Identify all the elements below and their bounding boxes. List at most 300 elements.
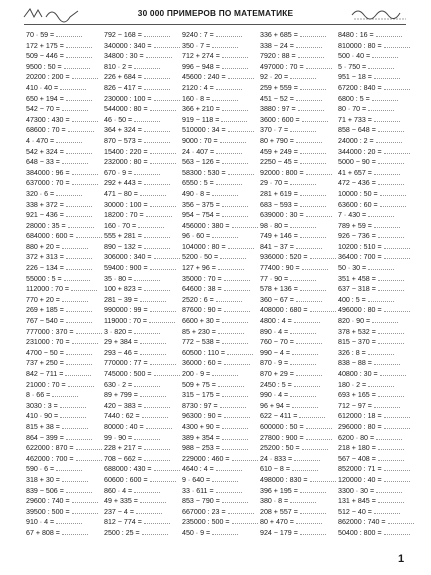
answer-blank[interactable] — [224, 279, 250, 281]
answer-blank[interactable] — [368, 268, 394, 270]
answer-blank[interactable] — [300, 152, 326, 154]
answer-blank[interactable] — [300, 236, 326, 238]
answer-blank[interactable] — [232, 459, 258, 461]
example-text: 67200 : 840 = — [338, 83, 382, 92]
answer-blank[interactable] — [227, 353, 253, 355]
answer-blank[interactable] — [384, 533, 410, 535]
answer-blank[interactable] — [144, 289, 170, 291]
example-item — [260, 104, 336, 115]
example-item — [182, 475, 258, 486]
answer-blank[interactable] — [300, 512, 326, 514]
answer-blank[interactable] — [222, 501, 248, 503]
answer-blank[interactable] — [134, 173, 160, 175]
answer-blank[interactable] — [134, 332, 160, 334]
answer-blank[interactable] — [154, 374, 180, 376]
answer-blank[interactable] — [296, 300, 322, 302]
answer-blank[interactable] — [228, 130, 254, 132]
answer-blank[interactable] — [56, 522, 82, 524]
answer-blank[interactable] — [140, 395, 166, 397]
answer-blank[interactable] — [134, 438, 160, 440]
page-number: 1 — [398, 553, 405, 565]
answer-blank[interactable] — [384, 88, 410, 90]
answer-blank[interactable] — [64, 279, 90, 281]
answer-blank[interactable] — [66, 99, 92, 101]
answer-blank[interactable] — [368, 215, 394, 217]
answer-blank[interactable] — [302, 120, 328, 122]
answer-blank[interactable] — [378, 162, 404, 164]
answer-blank[interactable] — [216, 88, 242, 90]
example-item — [26, 189, 102, 200]
example-text: 450 · 9 = — [182, 528, 211, 537]
example-text: 8730 : 97 = — [182, 401, 218, 410]
answer-blank[interactable] — [300, 88, 326, 90]
answer-blank[interactable] — [292, 406, 318, 408]
answer-blank[interactable] — [378, 183, 404, 185]
answer-blank[interactable] — [212, 194, 238, 196]
answer-blank[interactable] — [144, 406, 170, 408]
answer-blank[interactable] — [296, 46, 322, 48]
example-item — [26, 94, 102, 105]
answer-blank[interactable] — [290, 279, 316, 281]
example-item — [182, 496, 258, 507]
answer-blank[interactable] — [384, 427, 410, 429]
answer-blank[interactable] — [222, 342, 248, 344]
example-item — [26, 284, 102, 295]
answer-blank[interactable] — [66, 46, 92, 48]
answer-blank[interactable] — [218, 268, 244, 270]
example-text: 80 + 790 = — [260, 136, 294, 145]
example-item — [104, 252, 180, 263]
answer-blank[interactable] — [378, 130, 404, 132]
answer-blank[interactable] — [66, 491, 92, 493]
answer-blank[interactable] — [222, 205, 248, 207]
answer-blank[interactable] — [296, 141, 322, 143]
answer-blank[interactable] — [228, 173, 254, 175]
answer-blank[interactable] — [144, 35, 170, 37]
answer-blank[interactable] — [62, 427, 88, 429]
answer-blank[interactable] — [224, 289, 250, 291]
answer-blank[interactable] — [222, 162, 248, 164]
answer-blank[interactable] — [292, 353, 318, 355]
answer-blank[interactable] — [144, 522, 170, 524]
example-text: 2500 : 25 = — [104, 528, 140, 537]
answer-blank[interactable] — [376, 141, 402, 143]
answer-blank[interactable] — [384, 247, 410, 249]
example-text: 3030 : 3 = — [26, 401, 58, 410]
answer-blank[interactable] — [66, 310, 92, 312]
answer-blank[interactable] — [232, 226, 258, 228]
answer-blank[interactable] — [374, 406, 400, 408]
answer-blank[interactable] — [384, 310, 410, 312]
answer-blank[interactable] — [65, 374, 91, 376]
answer-blank[interactable] — [290, 395, 316, 397]
answer-blank[interactable] — [222, 321, 248, 323]
answer-blank[interactable] — [212, 46, 238, 48]
answer-blank[interactable] — [384, 46, 410, 48]
answer-blank[interactable] — [66, 268, 92, 270]
answer-blank[interactable] — [290, 332, 316, 334]
answer-blank[interactable] — [62, 300, 88, 302]
answer-blank[interactable] — [290, 77, 316, 79]
answer-blank[interactable] — [300, 162, 326, 164]
answer-blank[interactable] — [302, 448, 328, 450]
answer-blank[interactable] — [216, 183, 242, 185]
answer-blank[interactable] — [380, 205, 406, 207]
answer-blank[interactable] — [68, 130, 94, 132]
answer-blank[interactable] — [296, 99, 322, 101]
answer-blank[interactable] — [224, 416, 250, 418]
answer-blank[interactable] — [142, 416, 168, 418]
answer-blank[interactable] — [216, 152, 242, 154]
answer-blank[interactable] — [306, 173, 332, 175]
example-item — [182, 200, 258, 211]
answer-blank[interactable] — [71, 289, 97, 291]
answer-blank[interactable] — [296, 374, 322, 376]
answer-blank[interactable] — [56, 35, 82, 37]
answer-blank[interactable] — [378, 501, 404, 503]
answer-blank[interactable] — [376, 35, 402, 37]
answer-blank[interactable] — [378, 236, 404, 238]
answer-blank[interactable] — [150, 268, 176, 270]
answer-blank[interactable] — [222, 427, 248, 429]
answer-blank[interactable] — [60, 416, 86, 418]
example-item — [26, 136, 102, 147]
answer-blank[interactable] — [216, 35, 242, 37]
answer-blank[interactable] — [300, 205, 326, 207]
answer-blank[interactable] — [62, 109, 88, 111]
answer-blank[interactable] — [138, 226, 164, 228]
answer-blank[interactable] — [154, 46, 180, 48]
answer-blank[interactable] — [72, 501, 98, 503]
answer-blank[interactable] — [378, 395, 404, 397]
answer-blank[interactable] — [212, 99, 238, 101]
example-text: 838 − 88 = — [338, 359, 372, 368]
example-item — [26, 51, 102, 62]
answer-blank[interactable] — [72, 183, 98, 185]
answer-blank[interactable] — [72, 512, 98, 514]
answer-blank[interactable] — [146, 427, 172, 429]
example-text: 890 · 4 = — [260, 327, 289, 336]
answer-blank[interactable] — [66, 205, 92, 207]
answer-blank[interactable] — [228, 512, 254, 514]
example-text: 360 − 67 = — [260, 295, 294, 304]
answer-blank[interactable] — [372, 56, 398, 58]
answer-blank[interactable] — [149, 321, 175, 323]
answer-blank[interactable] — [76, 332, 102, 334]
answer-blank[interactable] — [306, 67, 332, 69]
answer-blank[interactable] — [66, 215, 92, 217]
answer-blank[interactable] — [218, 385, 244, 387]
answer-blank[interactable] — [222, 448, 248, 450]
answer-blank[interactable] — [144, 247, 170, 249]
example-item — [260, 125, 336, 136]
answer-blank[interactable] — [384, 469, 410, 471]
answer-blank[interactable] — [294, 385, 320, 387]
answer-blank[interactable] — [144, 130, 170, 132]
answer-blank[interactable] — [384, 257, 410, 259]
answer-blank[interactable] — [298, 109, 324, 111]
answer-blank[interactable] — [292, 469, 318, 471]
answer-blank[interactable] — [300, 491, 326, 493]
answer-blank[interactable] — [212, 236, 238, 238]
example-text: 600000 : 50 = — [260, 422, 304, 431]
answer-blank[interactable] — [306, 215, 332, 217]
answer-blank[interactable] — [76, 448, 102, 450]
example-text: 24000 : 2 = — [338, 136, 374, 145]
answer-blank[interactable] — [150, 310, 176, 312]
example-text: 131 + 845 = — [338, 497, 376, 506]
answer-blank[interactable] — [64, 67, 90, 69]
example-text: 4 · 470 = — [26, 136, 55, 145]
example-text: 228 + 217 = — [104, 444, 142, 453]
answer-blank[interactable] — [150, 480, 176, 482]
answer-blank[interactable] — [378, 459, 404, 461]
example-item — [182, 178, 258, 189]
answer-blank[interactable] — [306, 427, 332, 429]
answer-blank[interactable] — [56, 141, 82, 143]
answer-blank[interactable] — [290, 130, 316, 132]
answer-blank[interactable] — [150, 109, 176, 111]
answer-blank[interactable] — [66, 321, 92, 323]
answer-blank[interactable] — [296, 522, 322, 524]
example-item — [182, 125, 258, 136]
answer-blank[interactable] — [232, 522, 258, 524]
answer-blank[interactable] — [222, 438, 248, 440]
answer-blank[interactable] — [294, 321, 320, 323]
answer-blank[interactable] — [299, 416, 325, 418]
answer-blank[interactable] — [300, 35, 326, 37]
answer-blank[interactable] — [144, 141, 170, 143]
answer-blank[interactable] — [220, 406, 246, 408]
example-text: 498000 : 830 = — [260, 475, 308, 484]
answer-blank[interactable] — [378, 342, 404, 344]
answer-blank[interactable] — [368, 67, 394, 69]
answer-blank[interactable] — [76, 236, 102, 238]
example-text: 563 − 126 = — [182, 158, 220, 167]
example-text: 98 · 80 = — [260, 221, 289, 230]
example-text: 384000 : 96 = — [26, 168, 70, 177]
answer-blank[interactable] — [72, 173, 98, 175]
answer-blank[interactable] — [60, 406, 86, 408]
example-text: 737 + 250 = — [26, 359, 64, 368]
answer-blank[interactable] — [300, 533, 326, 535]
answer-blank[interactable] — [228, 247, 254, 249]
example-item — [338, 83, 414, 94]
answer-blank[interactable] — [300, 289, 326, 291]
answer-blank[interactable] — [374, 173, 400, 175]
answer-blank[interactable] — [222, 215, 248, 217]
example-item — [182, 94, 258, 105]
answer-blank[interactable] — [384, 480, 410, 482]
example-item — [26, 454, 102, 465]
answer-blank[interactable] — [222, 109, 248, 111]
answer-blank[interactable] — [368, 109, 394, 111]
answer-blank[interactable] — [222, 67, 248, 69]
answer-blank[interactable] — [150, 152, 176, 154]
answer-blank[interactable] — [378, 279, 404, 281]
answer-blank[interactable] — [368, 353, 394, 355]
answer-blank[interactable] — [376, 438, 402, 440]
example-item — [260, 252, 336, 263]
answer-blank[interactable] — [212, 374, 238, 376]
answer-blank[interactable] — [310, 310, 336, 312]
answer-blank[interactable] — [146, 56, 172, 58]
answer-blank[interactable] — [384, 416, 410, 418]
answer-blank[interactable] — [150, 162, 176, 164]
answer-blank[interactable] — [374, 120, 400, 122]
answer-blank[interactable] — [296, 247, 322, 249]
answer-blank[interactable] — [56, 469, 82, 471]
answer-blank[interactable] — [134, 491, 160, 493]
answer-blank[interactable] — [142, 533, 168, 535]
example-text: 99 · 90 = — [104, 433, 133, 442]
answer-blank[interactable] — [372, 321, 398, 323]
example-text: 64600 : 38 = — [182, 285, 222, 294]
example-text: 344000 : 20 = — [338, 147, 382, 156]
example-text: 451 − 52 = — [260, 94, 294, 103]
answer-blank[interactable] — [56, 194, 82, 196]
answer-blank[interactable] — [68, 226, 94, 228]
answer-blank[interactable] — [220, 257, 246, 259]
answer-blank[interactable] — [62, 162, 88, 164]
answer-blank[interactable] — [310, 480, 336, 482]
example-item — [338, 274, 414, 285]
answer-blank[interactable] — [52, 395, 78, 397]
example-item — [104, 242, 180, 253]
answer-blank[interactable] — [144, 448, 170, 450]
example-text: 47300 : 430 = — [26, 115, 70, 124]
answer-blank[interactable] — [300, 194, 326, 196]
answer-blank[interactable] — [310, 257, 336, 259]
answer-blank[interactable] — [380, 374, 406, 376]
answer-blank[interactable] — [216, 469, 242, 471]
answer-blank[interactable] — [290, 501, 316, 503]
example-item — [182, 507, 258, 518]
answer-blank[interactable] — [154, 99, 180, 101]
example-text: 410 · 90 = — [26, 412, 59, 421]
answer-blank[interactable] — [146, 215, 172, 217]
example-item — [104, 157, 180, 168]
answer-blank[interactable] — [378, 332, 404, 334]
answer-blank[interactable] — [302, 268, 328, 270]
answer-blank[interactable] — [216, 491, 242, 493]
answer-blank[interactable] — [134, 67, 160, 69]
answer-blank[interactable] — [378, 289, 404, 291]
answer-blank[interactable] — [212, 533, 238, 535]
example-text: 670 · 9 = — [104, 168, 133, 177]
answer-blank[interactable] — [212, 480, 238, 482]
answer-blank[interactable] — [306, 438, 332, 440]
answer-blank[interactable] — [140, 300, 166, 302]
answer-blank[interactable] — [290, 183, 316, 185]
answer-blank[interactable] — [374, 77, 400, 79]
answer-blank[interactable] — [368, 385, 394, 387]
answer-blank[interactable] — [66, 438, 92, 440]
answer-blank[interactable] — [380, 194, 406, 196]
example-text: 20200 : 200 = — [26, 73, 70, 82]
answer-blank[interactable] — [376, 491, 402, 493]
answer-blank[interactable] — [144, 183, 170, 185]
answer-blank[interactable] — [218, 332, 244, 334]
answer-blank[interactable] — [372, 99, 398, 101]
answer-blank[interactable] — [216, 300, 242, 302]
answer-blank[interactable] — [222, 56, 248, 58]
example-item — [338, 496, 414, 507]
answer-blank[interactable] — [66, 56, 92, 58]
answer-blank[interactable] — [224, 310, 250, 312]
answer-blank[interactable] — [374, 363, 400, 365]
example-item — [338, 327, 414, 338]
answer-blank[interactable] — [224, 363, 250, 365]
example-text: 58300 : 530 = — [182, 168, 226, 177]
example-item — [338, 443, 414, 454]
answer-blank[interactable] — [66, 152, 92, 154]
answer-blank[interactable] — [76, 459, 102, 461]
answer-blank[interactable] — [220, 141, 246, 143]
answer-blank[interactable] — [68, 385, 94, 387]
answer-blank[interactable] — [144, 88, 170, 90]
answer-blank[interactable] — [72, 120, 98, 122]
answer-blank[interactable] — [384, 152, 410, 154]
answer-blank[interactable] — [140, 501, 166, 503]
answer-blank[interactable] — [154, 469, 180, 471]
answer-blank[interactable] — [374, 226, 400, 228]
answer-blank[interactable] — [144, 236, 170, 238]
example-item — [260, 348, 336, 359]
answer-blank[interactable] — [298, 56, 324, 58]
answer-blank[interactable] — [66, 257, 92, 259]
answer-blank[interactable] — [140, 194, 166, 196]
answer-blank[interactable] — [296, 342, 322, 344]
answer-blank[interactable] — [140, 353, 166, 355]
answer-blank[interactable] — [66, 363, 92, 365]
example-text: 4800 : 4 = — [260, 317, 292, 326]
answer-blank[interactable] — [72, 342, 98, 344]
answer-blank[interactable] — [150, 363, 176, 365]
answer-blank[interactable] — [72, 77, 98, 79]
answer-blank[interactable] — [62, 480, 88, 482]
answer-blank[interactable] — [62, 247, 88, 249]
example-item — [104, 274, 180, 285]
answer-blank[interactable] — [144, 459, 170, 461]
answer-blank[interactable] — [134, 120, 160, 122]
answer-blank[interactable] — [144, 77, 170, 79]
answer-blank[interactable] — [134, 279, 160, 281]
example-item — [26, 104, 102, 115]
answer-blank[interactable] — [294, 459, 320, 461]
answer-blank[interactable] — [136, 512, 162, 514]
answer-blank[interactable] — [60, 88, 86, 90]
example-text: 338 − 24 = — [260, 41, 294, 50]
answer-blank[interactable] — [62, 533, 88, 535]
answer-blank[interactable] — [290, 363, 316, 365]
answer-blank[interactable] — [150, 205, 176, 207]
answer-blank[interactable] — [378, 448, 404, 450]
answer-blank[interactable] — [134, 385, 160, 387]
answer-blank[interactable] — [228, 77, 254, 79]
answer-blank[interactable] — [140, 342, 166, 344]
answer-blank[interactable] — [374, 512, 400, 514]
answer-blank[interactable] — [290, 226, 316, 228]
answer-blank[interactable] — [388, 522, 414, 524]
answer-blank[interactable] — [66, 353, 92, 355]
examples-column-2 — [104, 30, 180, 560]
answer-blank[interactable] — [368, 300, 394, 302]
answer-blank[interactable] — [222, 395, 248, 397]
example-item — [26, 316, 102, 327]
answer-blank[interactable] — [154, 257, 180, 259]
answer-blank[interactable] — [221, 120, 247, 122]
